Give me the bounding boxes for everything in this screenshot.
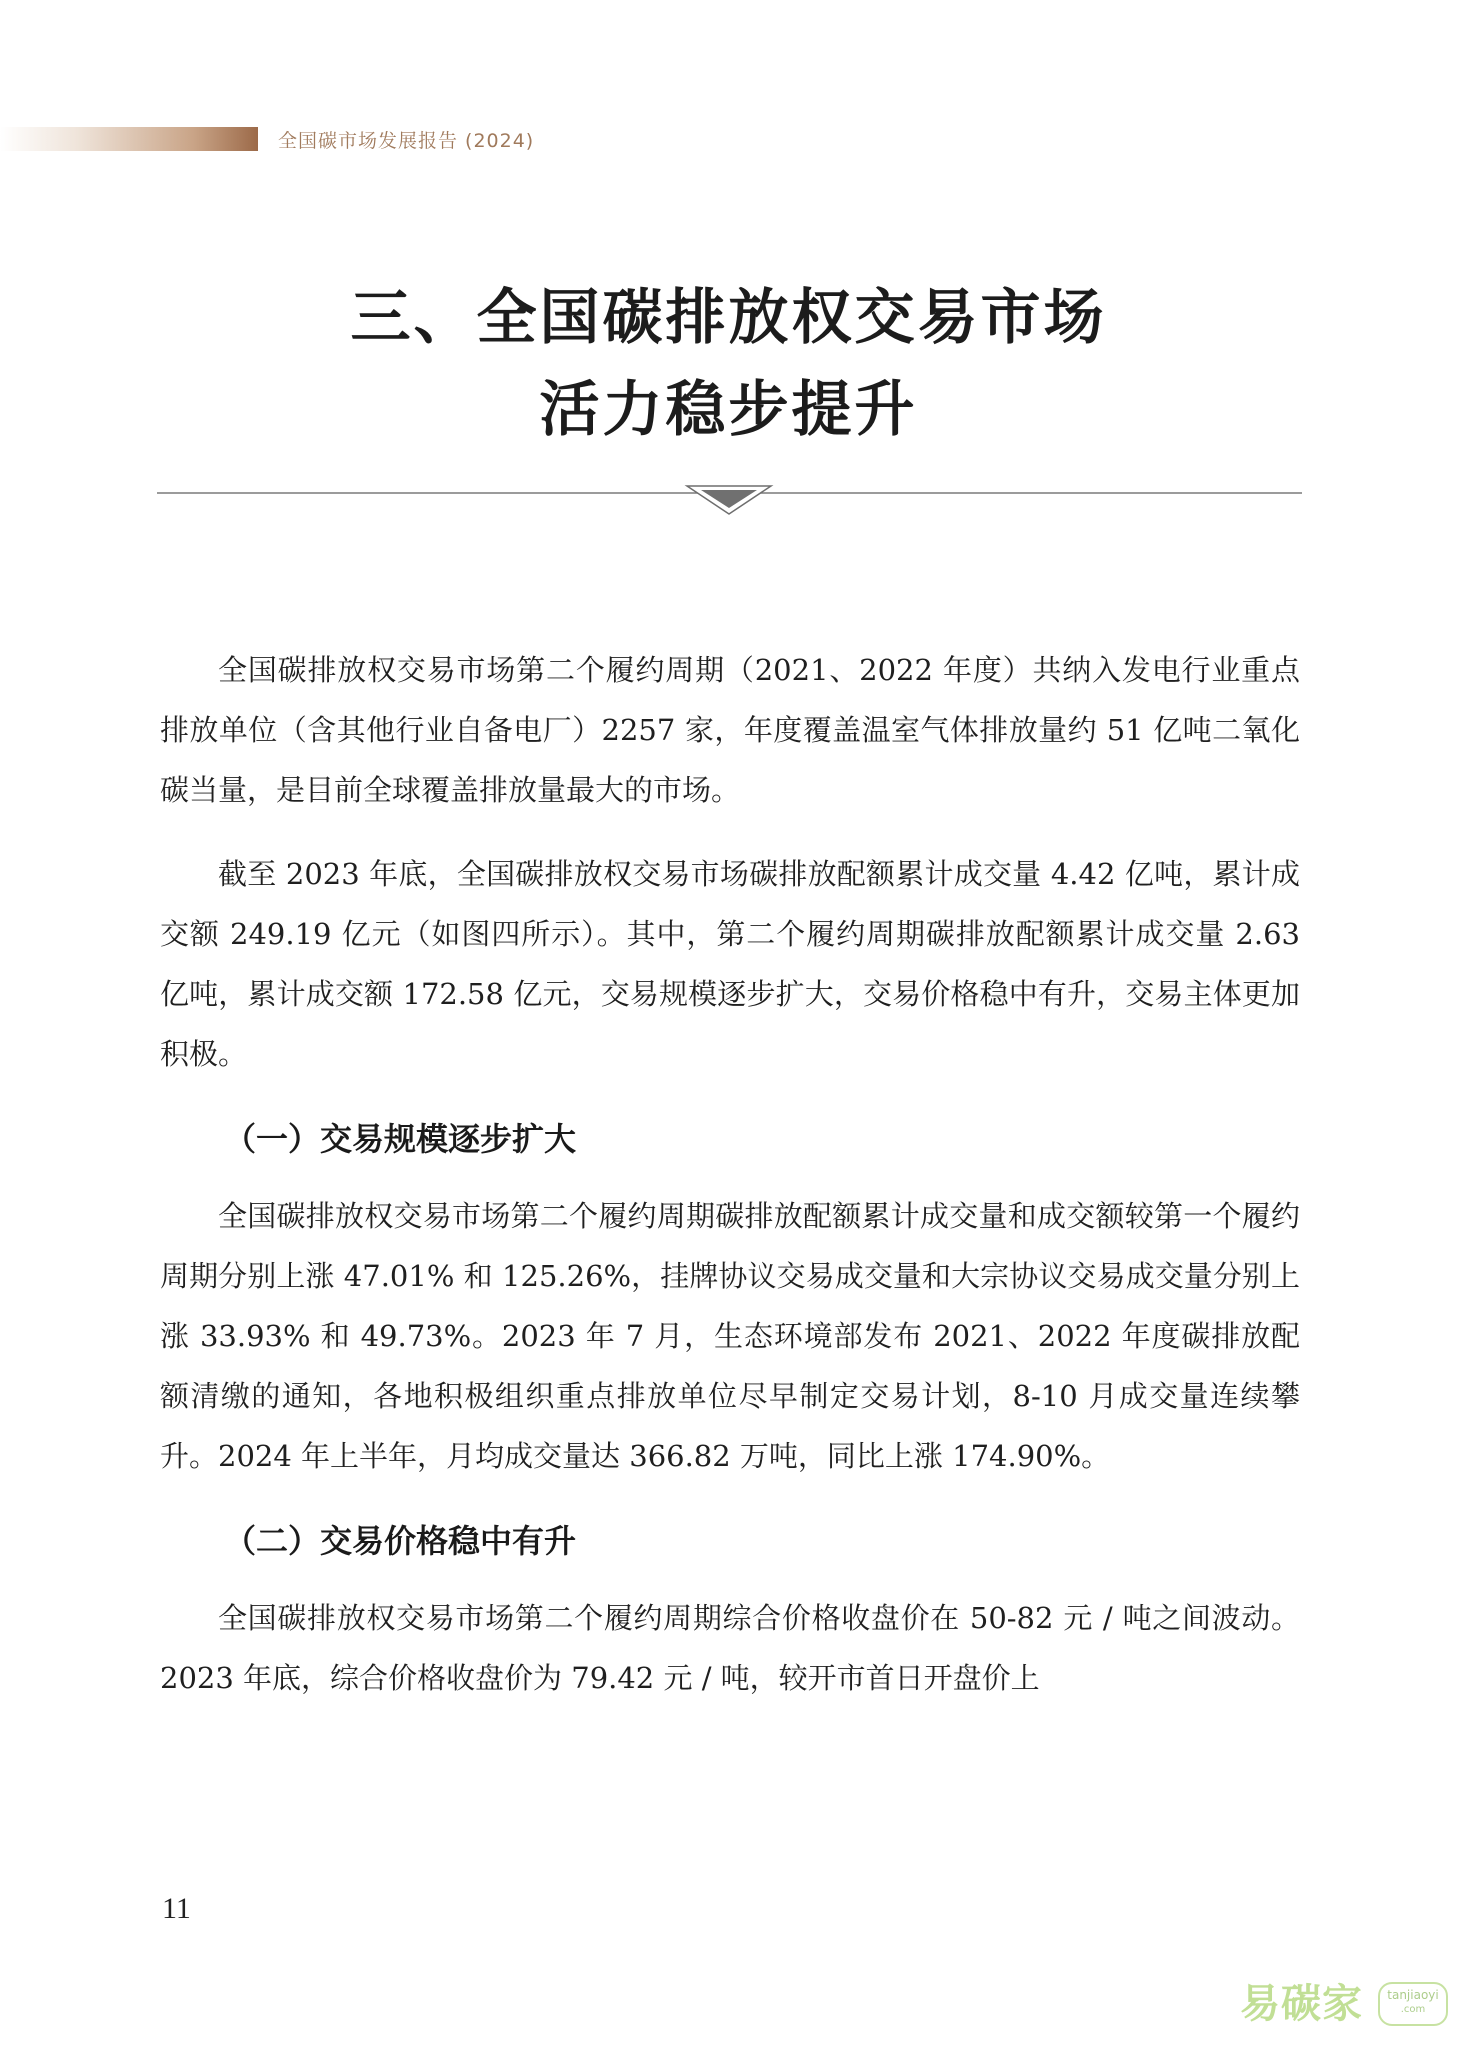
watermark-domain: tanjiaoyi [1387, 1988, 1439, 2002]
title-divider [157, 480, 1302, 530]
main-content [160, 640, 1300, 1732]
section-heading-trading-price: （二）交易价格稳中有升 [224, 1522, 577, 1560]
running-header-title: 全国碳市场发展报告 (2024) [278, 130, 535, 152]
section-heading-trading-scale: （一）交易规模逐步扩大 [224, 1120, 577, 1158]
watermark-badge [1378, 1982, 1448, 2026]
page-number: 11 [162, 1892, 191, 1925]
chapter-title [0, 272, 1457, 456]
watermark-logo [1240, 1968, 1450, 2043]
chapter-title-line-1: 三、全国碳排放权交易市场 [350, 283, 1107, 353]
paragraph-summary: 截至 2023 年底，全国碳排放权交易市场碳排放配额累计成交量 4.42 亿吨，累计成交额 249.19 亿元（如图四所示）。其中，第二个履约周期碳排放配额累计成交量 2.63 亿吨，累计成交额 172.58 亿元，交易规模逐步扩大，交易价格稳中有升，交易主体更加积极。 [160, 857, 1300, 1071]
watermark-brand: 易碳家 [1240, 1981, 1363, 2027]
paragraph-intro: 全国碳排放权交易市场第二个履约周期（2021、2022 年度）共纳入发电行业重点排放单位（含其他行业自备电厂）2257 家，年度覆盖温室气体排放量约 51 亿吨二氧化碳当量，是目前全球覆盖排放量最大的市场。 [160, 653, 1300, 807]
paragraph-trading-price: 全国碳排放权交易市场第二个履约周期综合价格收盘价在 50-82 元 / 吨之间波动。2023 年底，综合价格收盘价为 79.42 元 / 吨，较开市首日开盘价上 [160, 1601, 1300, 1695]
watermark-tld: .com [1400, 2004, 1426, 2015]
header-decor-bar [0, 127, 258, 151]
paragraph-trading-scale: 全国碳排放权交易市场第二个履约周期碳排放配额累计成交量和成交额较第一个履约周期分别上涨 47.01% 和 125.26%，挂牌协议交易成交量和大宗协议交易成交量分别上涨 33.93% 和 49.73%。2023 年 7 月，生态环境部发布 2021、2022 年度碳排放配额清缴的通知，各地积极组织重点排放单位尽早制定交易计划，8-10 月成交量连续攀升。2024 年上半年，月均成交量达 366.82 万吨，同比上涨 174.90%。 [160, 1199, 1300, 1473]
chapter-title-line-2: 活力稳步提升 [539, 375, 918, 445]
